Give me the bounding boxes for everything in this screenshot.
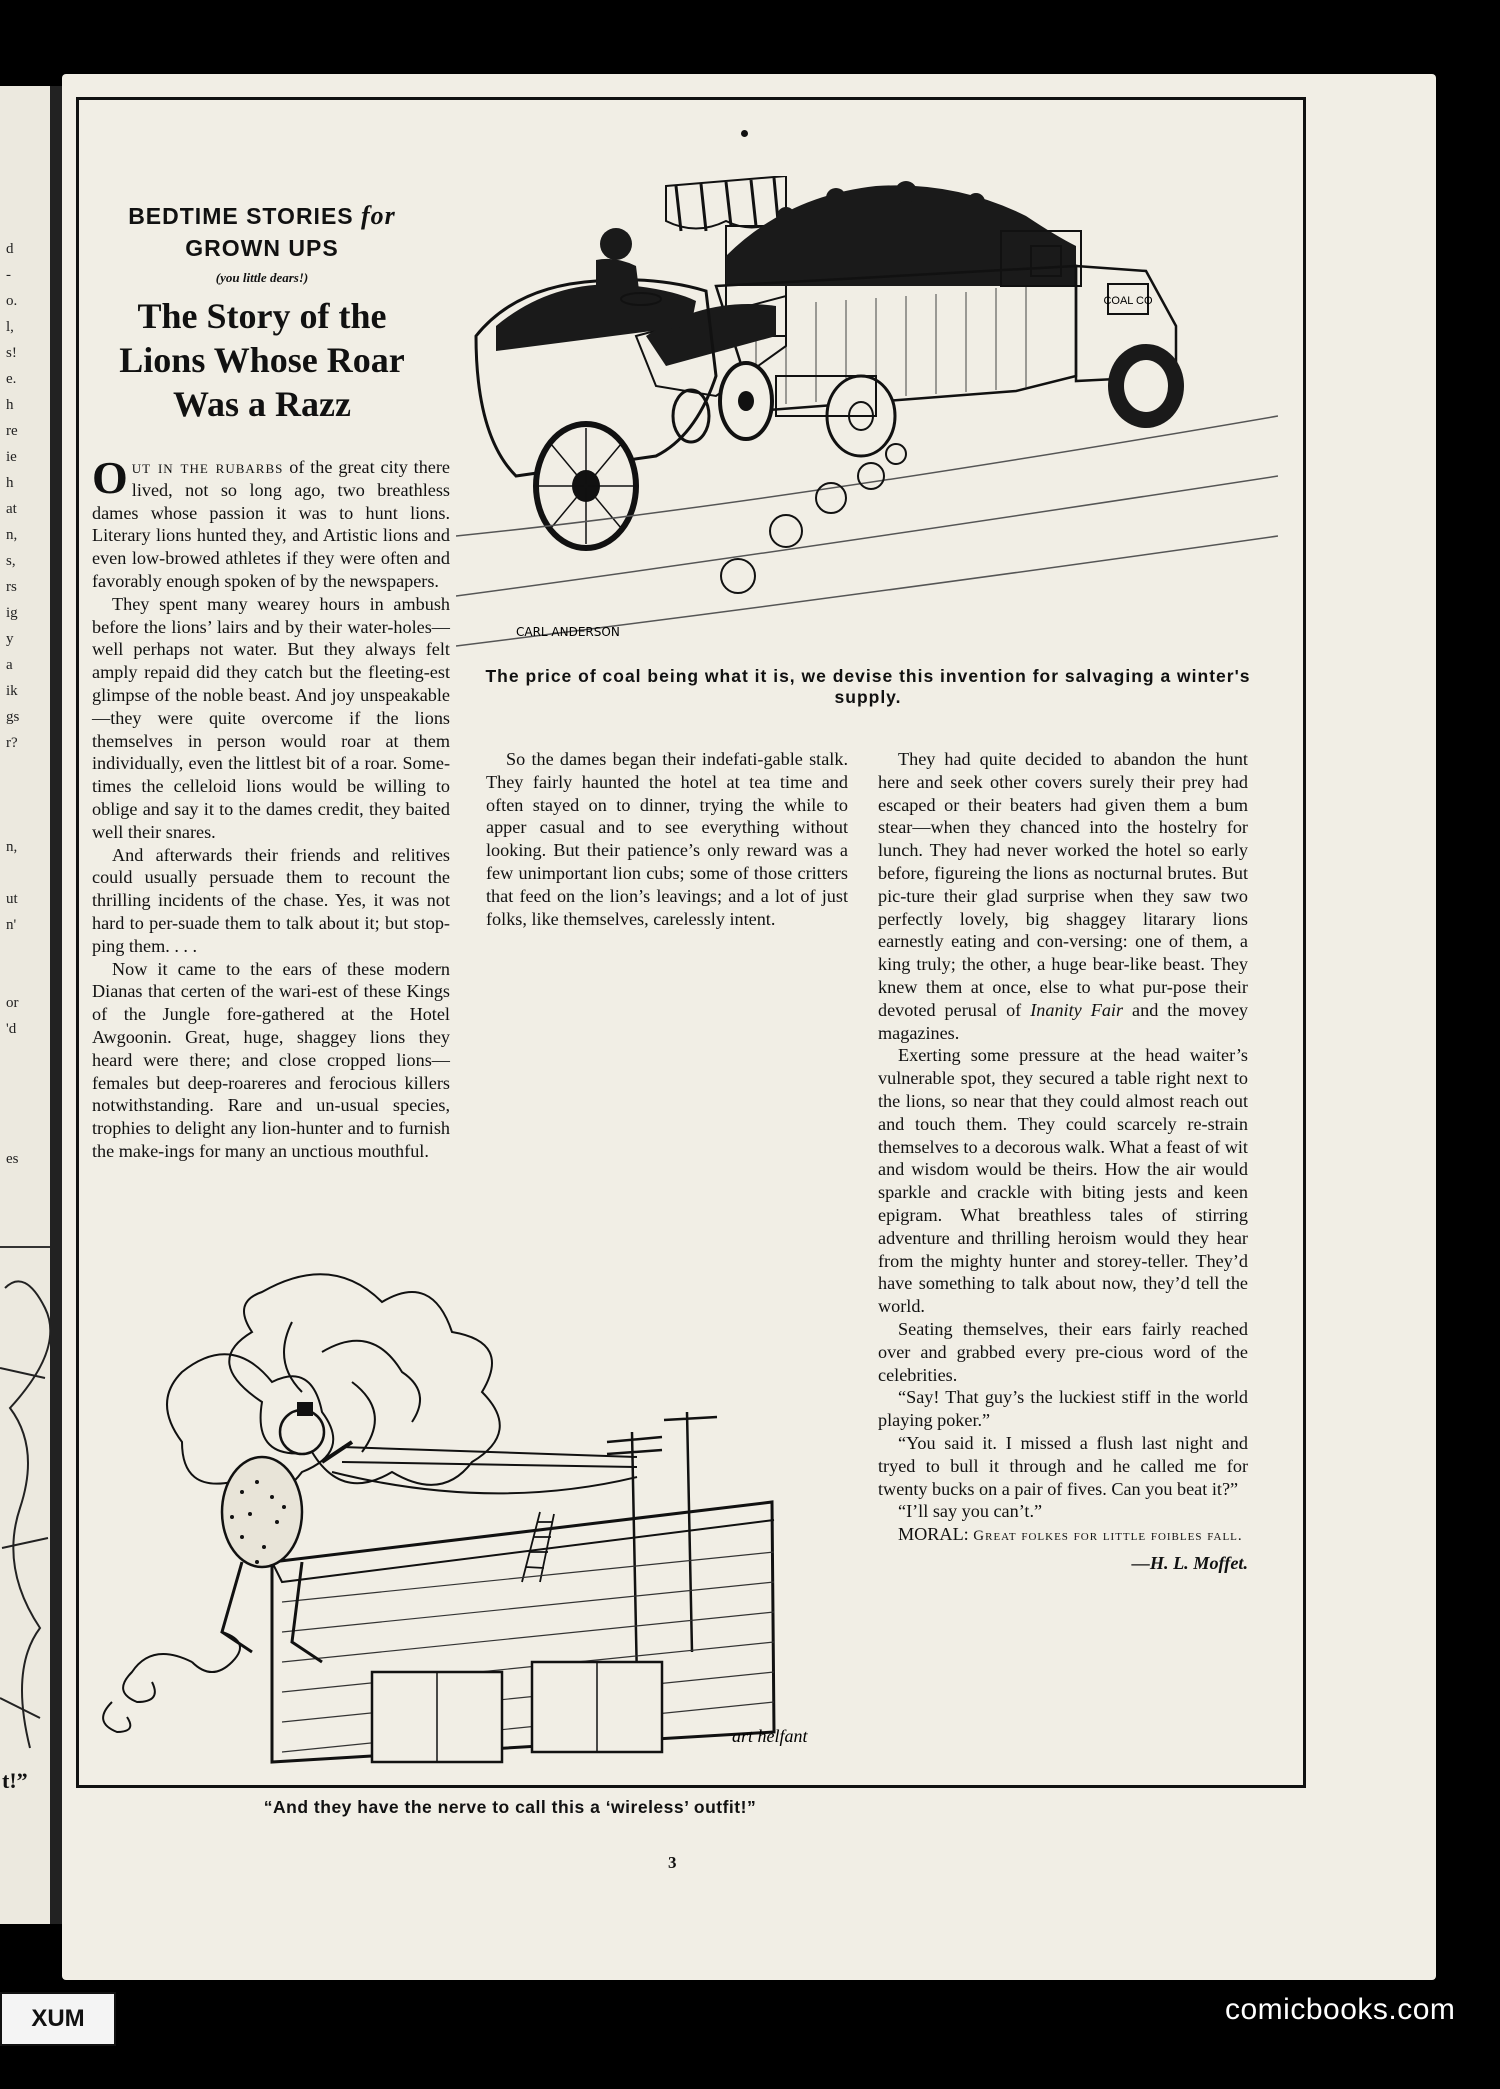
illustration-2-caption: “And they have the nerve to call this a ‘wireless’ outfit!” bbox=[263, 1797, 757, 1817]
paragraph-2: They spent many wearey hours in ambush before the lions’ lairs and by their water-holes—well perhaps not water. But they always felt amply repaid did they catch but the fleeting-est glimpse of the noble beast. And joy unspeakable—they were quite overcome if the lions themselves in person would roar at them individually, even the littlest bit of a roar. Some-times the celleloid lions would be willing to oblige and say it to the dames credit, they baited well their snares. bbox=[92, 593, 450, 842]
article-column-2 bbox=[486, 748, 848, 930]
left-page-fragment: r? bbox=[6, 735, 18, 751]
left-page-bottom-text: t!” bbox=[2, 1768, 28, 1793]
series-for: for bbox=[361, 201, 396, 230]
watermark: comicbooks.com bbox=[1225, 1993, 1456, 2026]
article-column-3 bbox=[878, 748, 1248, 1575]
left-page-fragment: gs bbox=[6, 709, 20, 725]
left-page-fragment: at bbox=[6, 501, 17, 517]
left-page-fragment: s! bbox=[6, 345, 17, 361]
left-page-fragment: ie bbox=[6, 449, 17, 465]
left-page-edge bbox=[0, 86, 64, 1924]
paragraph-6 bbox=[878, 748, 1248, 1044]
author-signature: —H. L. Moffet. bbox=[1131, 1552, 1248, 1573]
article-column-1 bbox=[92, 452, 451, 1163]
opening-smallcaps: ut in the rubarbs bbox=[131, 457, 284, 477]
left-page-fragment: l, bbox=[6, 319, 14, 335]
left-page-fragment: h bbox=[6, 475, 14, 491]
page-number: 3 bbox=[668, 1853, 677, 1872]
left-page-fragment: rs bbox=[6, 579, 17, 595]
magazine-name: Inanity Fair bbox=[1030, 999, 1124, 1020]
wireless-illustration bbox=[92, 1262, 854, 1782]
illustration-1-caption: The price of coal being what it is, we devise this invention for salvaging a winter's supply. bbox=[485, 666, 1251, 707]
paragraph-1-text: of the great city there lived, not so long ago, two breathless dames whose passion it was to hunt lions. Literary lions hunted they, and Artistic lions and even low-browed athletes if they were often and favorably enough spoken of by the newspapers. bbox=[92, 457, 451, 591]
left-page-fragment: ut bbox=[6, 891, 18, 907]
paragraph-4: Now it came to the ears of these modern Dianas that certen of the wari-est of these Kings of the Jungle fore-gathered at the Hotel Awgoonin. Great, huge, shaggey lions they heard were there; and close cropped lions—females but deep-roareres and ferocious killers notwithstanding. Rare and un-usual species, trophies to delight any lion-hunter and to furnish the make-ings for many an unctious mouthful. bbox=[92, 958, 450, 1161]
left-page-fragment: o. bbox=[6, 293, 18, 309]
left-page-fragment bbox=[6, 1068, 19, 1094]
left-page-fragment bbox=[6, 756, 19, 782]
left-page-fragment bbox=[6, 1094, 19, 1120]
left-page-fragment bbox=[6, 808, 19, 834]
left-page-fragment: d bbox=[6, 241, 14, 257]
series-subtitle: GROWN UPS bbox=[185, 235, 339, 261]
left-page-fragment: h bbox=[6, 397, 14, 413]
left-page-fragment bbox=[6, 1120, 19, 1146]
left-page-fragment: 'd bbox=[6, 1021, 17, 1037]
left-page-fragment: e. bbox=[6, 371, 17, 387]
left-page-fragment: n, bbox=[6, 527, 18, 543]
quote-1: “Say! That guy’s the luckiest stiff in the world playing poker.” bbox=[878, 1387, 1248, 1431]
article-header bbox=[92, 200, 432, 426]
moral-text: Great folkes for little foibles fall. bbox=[973, 1528, 1243, 1545]
gutter-shadow bbox=[50, 86, 62, 1924]
left-page-art-fragment bbox=[0, 1246, 50, 1808]
left-page-fragment: s, bbox=[6, 553, 16, 569]
series-title-text: BEDTIME STORIES bbox=[128, 203, 354, 229]
paragraph-7: Exerting some pressure at the head waiter’s vulnerable spot, they secured a table right next to the lions, so near that they could almost reach out and touch them. They could scarcely re-strain themselves to a decorous walk. What a feast of wit and wisdom would be theirs. How the air would sparkle and crackle with biting jests and keen epigram. What breathless tales of stirring adventure and thrilling heroism would they hear from the mighty hunter and storey-teller. They’d have something to talk about now, they’d tell the world. bbox=[878, 1045, 1248, 1317]
left-page-text-fragments bbox=[6, 236, 19, 1172]
series-aside: (you little dears!) bbox=[215, 270, 309, 285]
moral-label: MORAL: bbox=[898, 1524, 969, 1545]
left-page-fragment: n' bbox=[6, 917, 17, 933]
left-page-fragment bbox=[6, 782, 19, 808]
left-page-fragment bbox=[6, 964, 19, 990]
left-page-fragment: n, bbox=[6, 839, 18, 855]
left-page-fragment: or bbox=[6, 995, 19, 1011]
paragraph-6-tail: and the movey magazines. bbox=[878, 999, 1248, 1043]
scanner-stamp: XUM bbox=[0, 1992, 116, 2046]
top-dot bbox=[741, 130, 748, 137]
left-page-fragment: ig bbox=[6, 605, 18, 621]
illustration-2-signature: art helfant bbox=[732, 1726, 808, 1746]
left-page-fragment: ik bbox=[6, 683, 18, 699]
left-page-fragment: a bbox=[6, 657, 13, 673]
left-page-fragment bbox=[6, 860, 19, 886]
quote-3: “I’ll say you can’t.” bbox=[898, 1501, 1043, 1522]
paragraph-5: So the dames began their indefati-gable stalk. They fairly haunted the hotel at tea time and often stayed on to dinner, trying the while to apper casual and to see everything without looking. But their patience’s only reward was a few unimportant lion cubs; some of those critters that feed on the lion’s leavings; and a lot of just folks, like themselves, carelessly intent. bbox=[486, 749, 848, 929]
moral bbox=[878, 1523, 1248, 1548]
paragraph-6-text: They had quite decided to abandon the hunt here and seek other covers surely their prey had escaped or their beaters had given them a bum stear—when they chanced into the hostelry for lunch. They had never worked the hotel so early before, figureing the lions as nocturnal brutes. But pic-ture their glad surprise when they saw two perfectly lovely, big shaggey litarary lions earnestly eating and con-versing: one of them, a king truly; the other, a huge bear-like beast. They knew them at once, else to what pur-pose their devoted perusal of bbox=[878, 749, 1248, 1020]
coal-car-illustration bbox=[456, 176, 1278, 659]
left-page-fragment bbox=[6, 938, 19, 964]
quote-2: “You said it. I missed a flush last night and tryed to bull it through and he called me for twenty bucks on a pair of fives. Can you beat it?” bbox=[878, 1432, 1248, 1499]
article-title: The Story of the Lions Whose Roar Was a Razz bbox=[119, 296, 405, 424]
illustration-1-signature: CARL ANDERSON bbox=[516, 625, 620, 639]
left-page-fragment: re bbox=[6, 423, 18, 439]
paragraph-8: Seating themselves, their ears fairly reached over and grabbed every pre-cious word of the celebrities. bbox=[878, 1318, 1248, 1385]
series-title bbox=[92, 200, 432, 264]
left-page-fragment: y bbox=[6, 631, 14, 647]
left-page-fragment: es bbox=[6, 1151, 19, 1167]
drop-cap: O bbox=[92, 452, 128, 503]
paragraph-3: And afterwards their friends and relitives could usually persuade them to recount the thrilling incidents of the chase. Yes, it was not hard to per-suade them to talk about it; but stop-ping them. . . . bbox=[92, 844, 450, 956]
paragraph-1 bbox=[92, 452, 451, 593]
left-page-fragment: - bbox=[6, 267, 11, 283]
truck-sign: COAL CO bbox=[1103, 295, 1153, 307]
left-page-fragment bbox=[6, 1042, 19, 1068]
